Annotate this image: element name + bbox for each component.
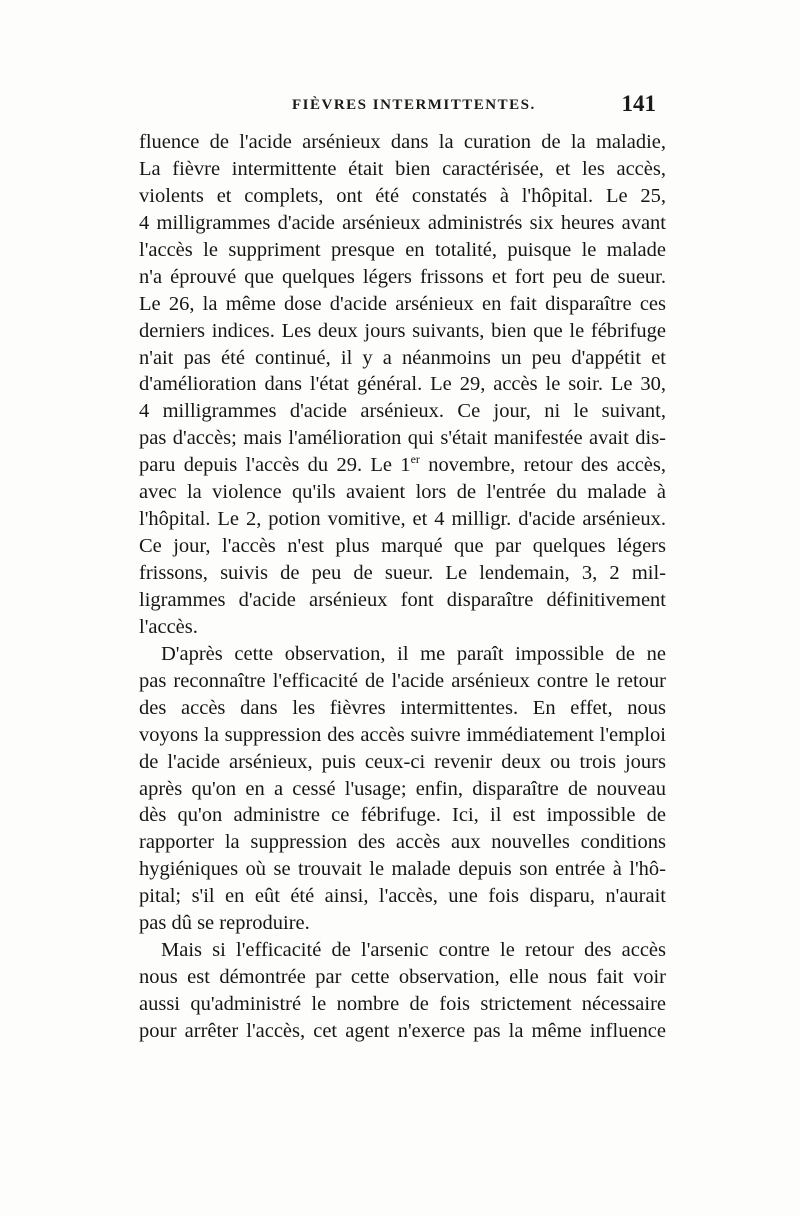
text-line: aussi qu'administré le nombre de fois strictement nécessaire <box>139 993 666 1015</box>
text-line: D'après cette observation, il me paraît impossible de ne <box>161 642 666 665</box>
text-line: pas dû se reproduire. <box>139 912 310 935</box>
text-line: pas reconnaître l'efficacité de l'acide arsénieux contre le retour <box>139 669 666 692</box>
text-line: de l'acide arsénieux, puis ceux-ci revenir deux ou trois jours <box>139 750 666 773</box>
text-line: hygiéniques où se trouvait le malade depuis son entrée à l'hô- <box>139 858 666 881</box>
text-line: La fièvre intermittente était bien caractérisée, et les accès, <box>139 157 666 180</box>
text-line: 4 milligrammes d'acide arsénieux. Ce jour, ni le suivant, <box>139 400 666 423</box>
text-line: dès qu'on administre ce fébrifuge. Ici, il est impossible de <box>139 804 666 827</box>
text-line: l'hôpital. Le 2, potion vomitive, et 4 milligr. d'acide arsénieux. <box>139 508 666 531</box>
running-head <box>140 93 660 119</box>
body-text <box>139 129 666 1045</box>
running-title: FIÈVRES INTERMITTENTES. <box>292 97 536 113</box>
text-line: Mais si l'efficacité de l'arsenic contre le retour des accès <box>161 939 666 962</box>
text-line: pas d'accès; mais l'amélioration qui s'était manifestée avait dis- <box>139 427 666 450</box>
text-line: pour arrêter l'accès, cet agent n'exerce pas la même influence <box>139 1019 666 1042</box>
text-line: Ce jour, l'accès n'est plus marqué que par quelques légers <box>139 535 666 558</box>
text-line: avec la violence qu'ils avaient lors de l'entrée du malade à <box>139 481 666 504</box>
ordinal-superscript: er <box>410 452 420 467</box>
text-line: derniers indices. Les deux jours suivants, bien que le fébrifuge <box>139 319 666 342</box>
text-line: après qu'on en a cessé l'usage; enfin, disparaître de nouveau <box>139 777 666 800</box>
text-line: ligrammes d'acide arsénieux font disparaître définitivement <box>139 588 666 611</box>
text-line: n'ait pas été continué, il y a néanmoins un peu d'appétit et <box>139 346 666 369</box>
text-line: n'a éprouvé que quelques légers frissons et fort peu de sueur. <box>139 265 666 288</box>
text-line: voyons la suppression des accès suivre immédiatement l'emploi <box>139 723 666 746</box>
text-fragment: novembre, retour des accès, <box>419 454 666 477</box>
text-line: frissons, suivis de peu de sueur. Le lendemain, 3, 2 mil- <box>139 562 666 584</box>
page-number: 141 <box>621 91 656 116</box>
text-line: Le 26, la même dose d'acide arsénieux en fait disparaître ces <box>139 292 666 315</box>
text-line: fluence de l'acide arsénieux dans la curation de la maladie, <box>139 131 666 153</box>
text-fragment: paru depuis l'accès du 29. Le 1 <box>139 454 411 477</box>
text-line: d'amélioration dans l'état général. Le 29, accès le soir. Le 30, <box>139 373 666 396</box>
text-line: l'accès. <box>139 615 198 638</box>
text-line: des accès dans les fièvres intermittentes. En effet, nous <box>139 696 666 719</box>
text-line: pital; s'il en eût été ainsi, l'accès, une fois disparu, n'aurait <box>139 885 666 908</box>
text-line: violents et complets, ont été constatés à l'hôpital. Le 25, <box>139 184 666 207</box>
text-line <box>139 452 666 479</box>
text-line: l'accès le suppriment presque en totalité, puisque le malade <box>139 238 666 261</box>
text-line: rapporter la suppression des accès aux nouvelles conditions <box>139 831 666 854</box>
text-line: 4 milligrammes d'acide arsénieux administrés six heures avant <box>139 211 666 234</box>
text-line: nous est démontrée par cette observation, elle nous fait voir <box>139 966 666 989</box>
